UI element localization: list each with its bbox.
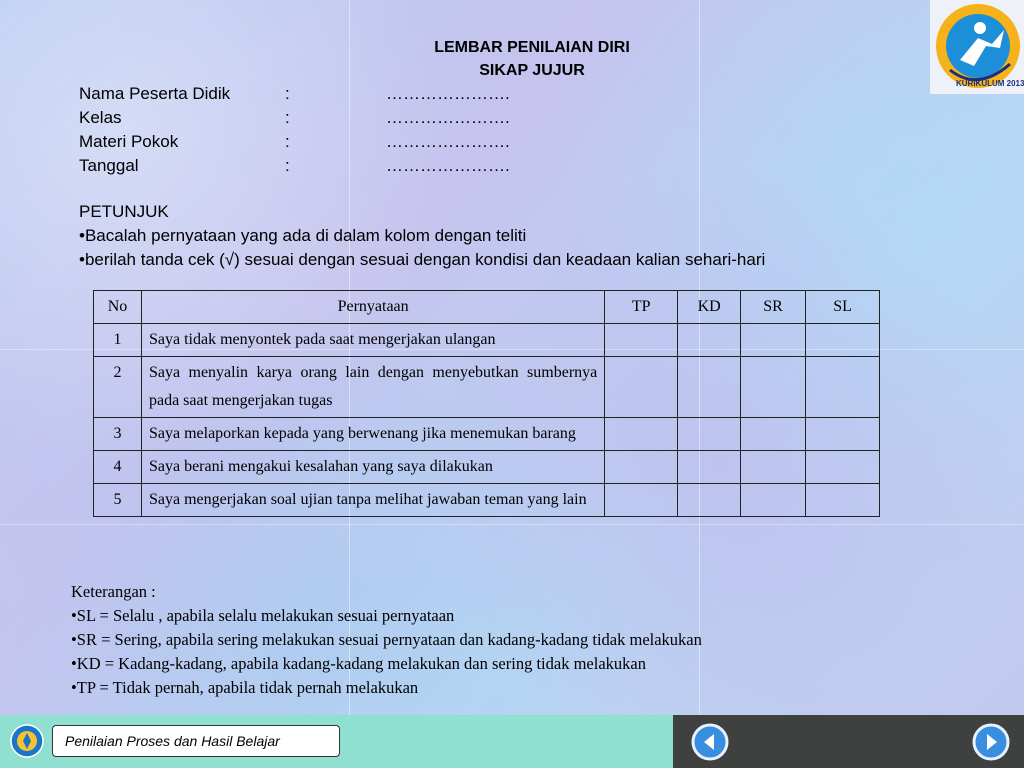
- column-header-sl: SL: [806, 291, 880, 324]
- row-number: 5: [94, 484, 142, 517]
- row-statement: Saya tidak menyontek pada saat mengerjakan ulangan: [141, 324, 604, 357]
- check-cell-tp[interactable]: [605, 418, 678, 451]
- table-row: [94, 324, 880, 357]
- column-header-sr: SR: [741, 291, 806, 324]
- next-button[interactable]: [972, 723, 1010, 761]
- check-cell-sr[interactable]: [741, 418, 806, 451]
- check-cell-sr[interactable]: [741, 484, 806, 517]
- check-cell-sr[interactable]: [741, 324, 806, 357]
- check-cell-tp[interactable]: [605, 484, 678, 517]
- tut-wuri-handayani-icon: [10, 724, 44, 758]
- instructions: [79, 200, 765, 272]
- check-cell-kd[interactable]: [678, 324, 741, 357]
- column-header-statement: Pernyataan: [141, 291, 604, 324]
- table-row: [94, 418, 880, 451]
- form-label: Materi Pokok: [79, 132, 179, 151]
- footer-label: Penilaian Proses dan Hasil Belajar: [52, 725, 340, 757]
- row-number: 4: [94, 451, 142, 484]
- check-cell-sr[interactable]: [741, 357, 806, 418]
- instructions-heading: PETUNJUK: [79, 202, 169, 221]
- check-cell-sr[interactable]: [741, 451, 806, 484]
- form-colon: :: [285, 108, 290, 127]
- legend: [71, 580, 702, 700]
- check-cell-sl[interactable]: [806, 451, 880, 484]
- prev-button[interactable]: [691, 723, 729, 761]
- check-cell-kd[interactable]: [678, 451, 741, 484]
- form-value[interactable]: ………………….: [386, 84, 510, 103]
- table-row: [94, 484, 880, 517]
- background-grid-line: [0, 524, 1024, 525]
- table-row: [94, 357, 880, 418]
- check-cell-kd[interactable]: [678, 357, 741, 418]
- arrow-right-icon: [972, 723, 1010, 761]
- check-cell-sl[interactable]: [806, 357, 880, 418]
- form-value[interactable]: ………………….: [386, 156, 510, 175]
- form-value[interactable]: ………………….: [386, 108, 510, 127]
- row-number: 2: [94, 357, 142, 418]
- form-row-class: [79, 106, 510, 130]
- row-number: 1: [94, 324, 142, 357]
- form-row-date: [79, 154, 510, 178]
- title-line-1: LEMBAR PENILAIAN DIRI: [434, 39, 630, 56]
- form-colon: :: [285, 132, 290, 151]
- form-colon: :: [285, 84, 290, 103]
- title-line-2: SIKAP JUJUR: [479, 62, 585, 79]
- form-label: Kelas: [79, 108, 122, 127]
- form-label: Tanggal: [79, 156, 139, 175]
- row-statement: Saya menyalin karya orang lain dengan menyebutkan sumbernya pada saat mengerjakan tugas: [141, 357, 604, 418]
- instruction-item: •Bacalah pernyataan yang ada di dalam kolom dengan teliti: [79, 226, 527, 245]
- logo-text: KURIKULUM 2013: [956, 79, 1024, 88]
- legend-item: •SR = Sering, apabila sering melakukan sesuai pernyataan dan kadang-kadang tidak melakukan: [71, 630, 702, 649]
- check-cell-tp[interactable]: [605, 451, 678, 484]
- form-row-subject: [79, 130, 510, 154]
- column-header-kd: KD: [678, 291, 741, 324]
- form-colon: :: [285, 156, 290, 175]
- arrow-left-icon: [691, 723, 729, 761]
- form-label: Nama Peserta Didik: [79, 84, 231, 103]
- legend-item: •KD = Kadang-kadang, apabila kadang-kadang melakukan dan sering tidak melakukan: [71, 654, 646, 673]
- check-cell-tp[interactable]: [605, 324, 678, 357]
- legend-item: •SL = Selalu , apabila selalu melakukan sesuai pernyataan: [71, 606, 455, 625]
- row-number: 3: [94, 418, 142, 451]
- check-cell-sl[interactable]: [806, 418, 880, 451]
- legend-heading: Keterangan :: [71, 582, 156, 601]
- check-cell-kd[interactable]: [678, 484, 741, 517]
- legend-item: •TP = Tidak pernah, apabila tidak pernah melakukan: [71, 678, 419, 697]
- column-header-tp: TP: [605, 291, 678, 324]
- check-cell-tp[interactable]: [605, 357, 678, 418]
- table-row: [94, 451, 880, 484]
- check-cell-kd[interactable]: [678, 418, 741, 451]
- row-statement: Saya melaporkan kepada yang berwenang jika menemukan barang: [141, 418, 604, 451]
- self-assessment-table: [93, 290, 880, 517]
- page-title: [0, 36, 1024, 82]
- form-row-name: [79, 82, 510, 106]
- table-header-row: [94, 291, 880, 324]
- row-statement: Saya berani mengakui kesalahan yang saya dilakukan: [141, 451, 604, 484]
- row-statement: Saya mengerjakan soal ujian tanpa melihat jawaban teman yang lain: [141, 484, 604, 517]
- column-header-no: No: [94, 291, 142, 324]
- check-cell-sl[interactable]: [806, 324, 880, 357]
- instruction-item: •berilah tanda cek (√) sesuai dengan sesuai dengan kondisi dan keadaan kalian sehari-hari: [79, 250, 766, 269]
- form-value[interactable]: ………………….: [386, 132, 510, 151]
- check-cell-sl[interactable]: [806, 484, 880, 517]
